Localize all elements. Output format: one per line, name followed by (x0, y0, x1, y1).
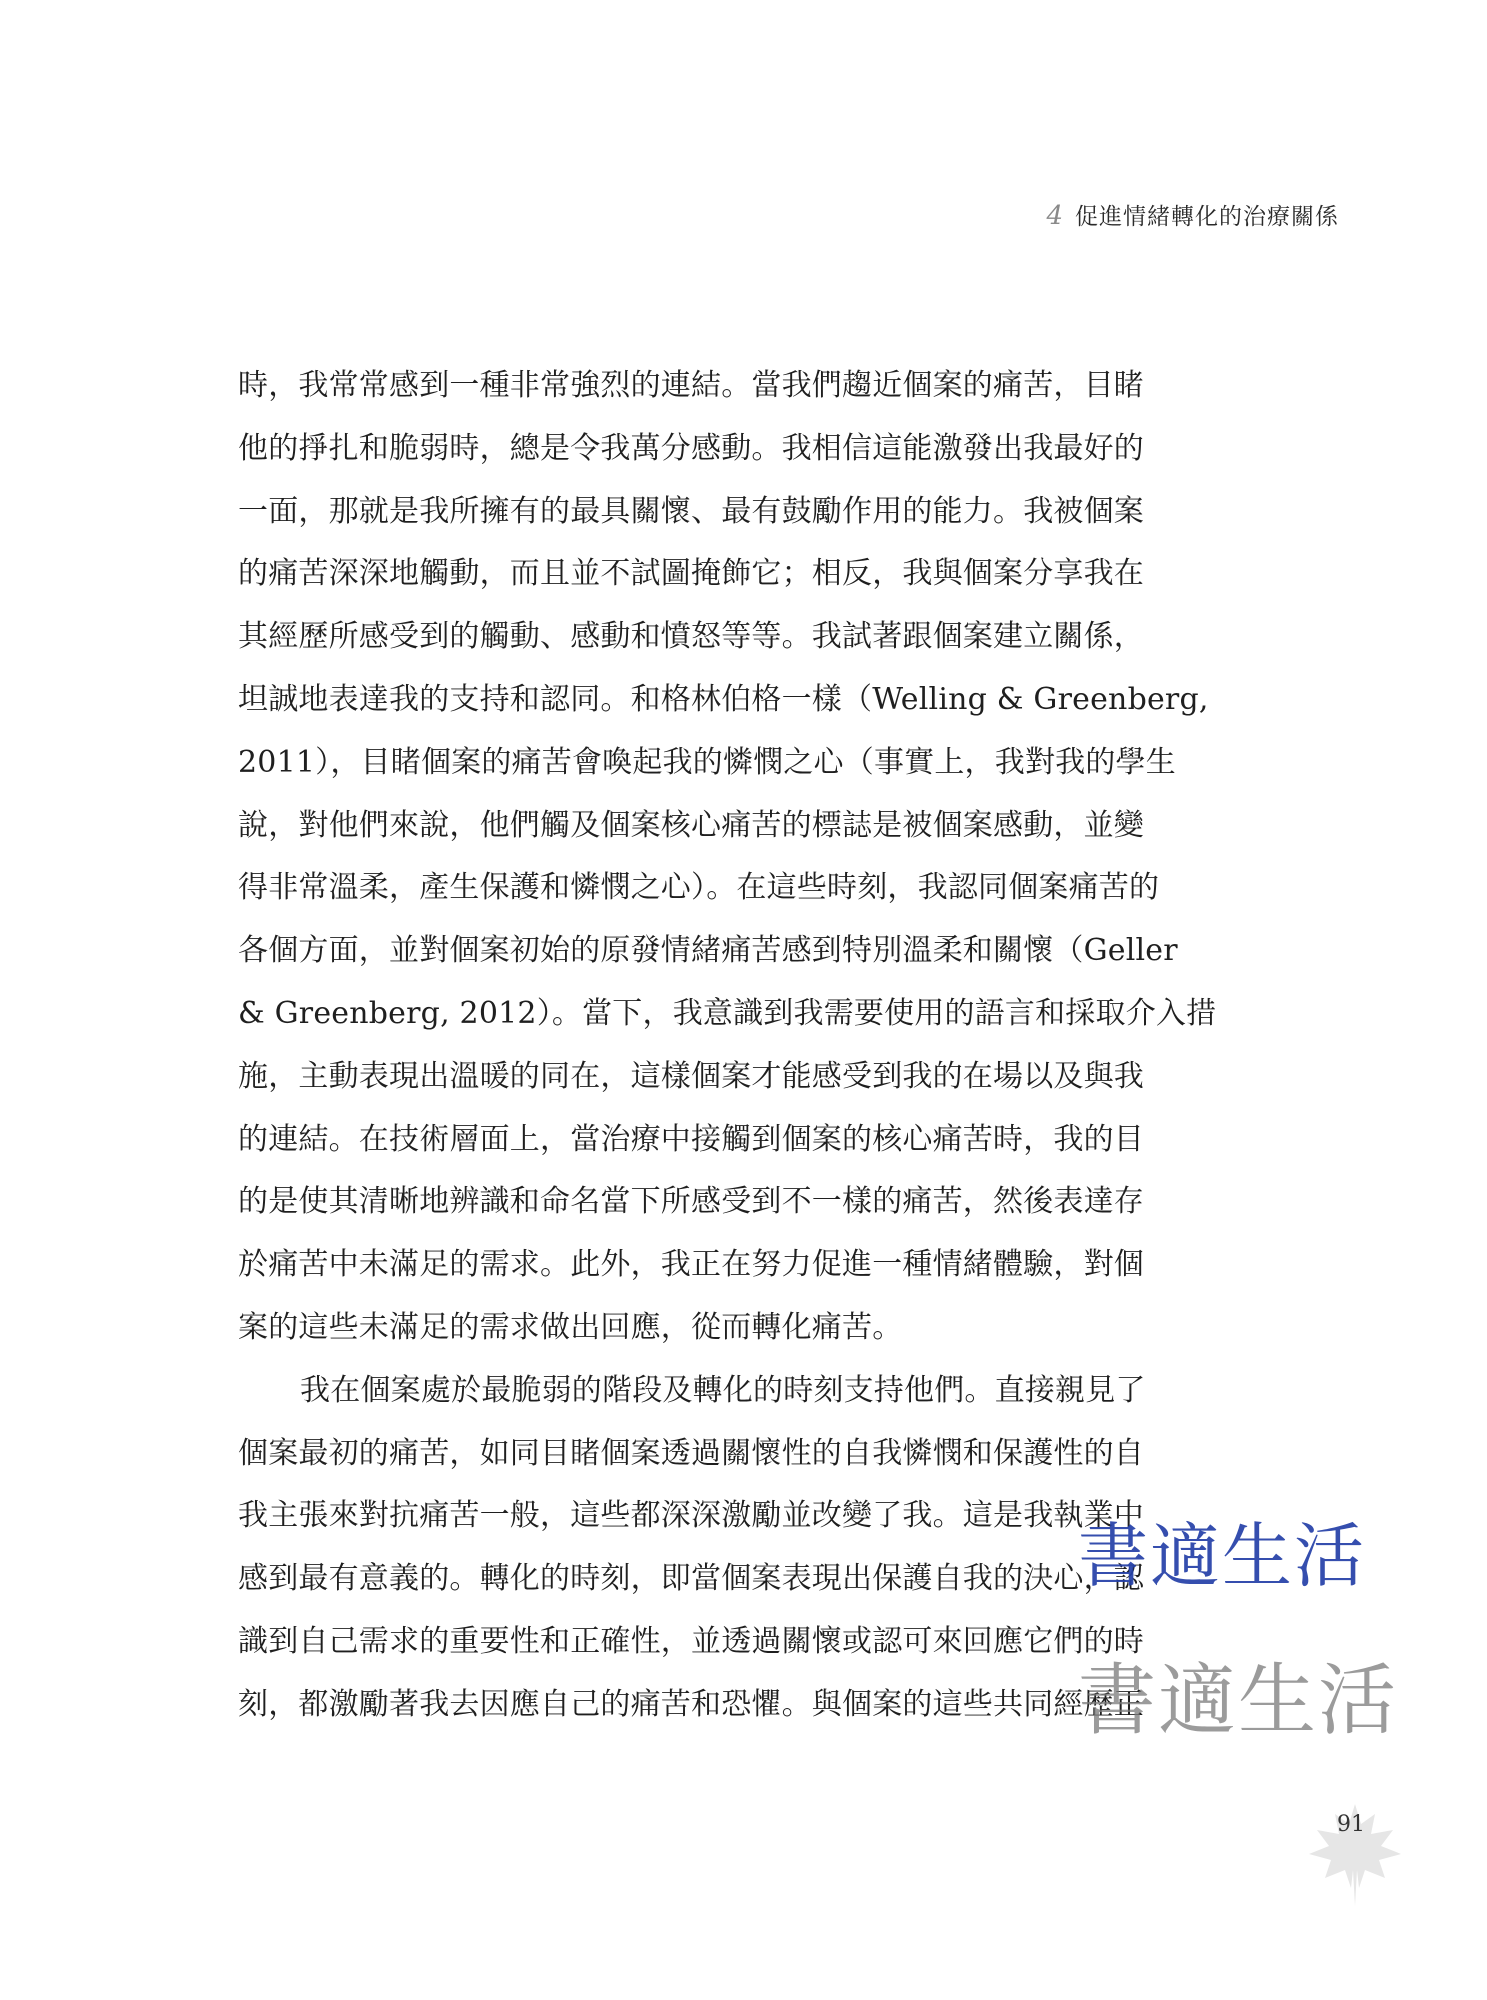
page-number: 91 (1337, 1812, 1365, 1837)
text-line: 刻，都激勵著我去因應自己的痛苦和恐懼。與個案的這些共同經歷正 (238, 1686, 1144, 1722)
text-line: 識到自己需求的重要性和正確性，並透過關懷或認可來回應它們的時 (238, 1623, 1144, 1659)
running-header (1046, 198, 1339, 231)
text-line: 坦誠地表達我的支持和認同。和格林伯格一樣（Welling & Greenberg, (238, 681, 1209, 717)
text-line: 得非常溫柔，產生保護和憐憫之心）。在這些時刻，我認同個案痛苦的 (238, 870, 1160, 906)
text-line: 一面，那就是我所擁有的最具關懷、最有鼓勵作用的能力。我被個案 (238, 493, 1144, 529)
text-line: 2011），目睹個案的痛苦會喚起我的憐憫之心（事實上，我對我的學生 (238, 744, 1176, 780)
watermark-gray: 書適生活 (1078, 1656, 1399, 1746)
text-line: 我在個案處於最脆弱的階段及轉化的時刻支持他們。直接親見了 (300, 1372, 1146, 1408)
text-line: 個案最初的痛苦，如同目睹個案透過關懷性的自我憐憫和保護性的自 (238, 1435, 1144, 1471)
text-line: & Greenberg, 2012）。當下，我意識到我需要使用的語言和採取介入措 (238, 995, 1217, 1031)
text-line: 其經歷所感受到的觸動、感動和憤怒等等。我試著跟個案建立關係， (238, 619, 1144, 655)
chapter-number: 4 (1046, 201, 1063, 231)
text-line: 感到最有意義的。轉化的時刻，即當個案表現出保護自我的決心，認 (238, 1561, 1144, 1597)
text-line: 於痛苦中未滿足的需求。此外，我正在努力促進一種情緒體驗，對個 (238, 1247, 1144, 1283)
text-line: 的痛苦深深地觸動，而且並不試圖掩飾它；相反，我與個案分享我在 (238, 556, 1144, 592)
text-line: 案的這些未滿足的需求做出回應，從而轉化痛苦。 (238, 1309, 903, 1345)
text-line: 時，我常常感到一種非常強烈的連結。當我們趨近個案的痛苦，目睹 (238, 368, 1144, 403)
text-line: 我主張來對抗痛苦一般，這些都深深激勵並改變了我。這是我執業中 (238, 1498, 1144, 1534)
text-line: 施，主動表現出溫暖的同在，這樣個案才能感受到我的在場以及與我 (238, 1058, 1144, 1094)
watermark-blue: 書適生活 (1078, 1515, 1366, 1597)
text-line: 各個方面，並對個案初始的原發情緒痛苦感到特別溫柔和關懷（Geller (238, 933, 1178, 969)
chapter-title: 促進情緒轉化的治療關係 (1075, 204, 1339, 230)
text-line: 的是使其清晰地辨識和命名當下所感受到不一樣的痛苦，然後表達存 (238, 1184, 1144, 1220)
text-line: 的連結。在技術層面上，當治療中接觸到個案的核心痛苦時，我的目 (238, 1121, 1144, 1157)
paragraph-1 (238, 355, 1253, 1360)
text-line: 他的掙扎和脆弱時，總是令我萬分感動。我相信這能激發出我最好的 (238, 430, 1144, 466)
text-line: 說，對他們來說，他們觸及個案核心痛苦的標誌是被個案感動，並變 (238, 807, 1144, 843)
